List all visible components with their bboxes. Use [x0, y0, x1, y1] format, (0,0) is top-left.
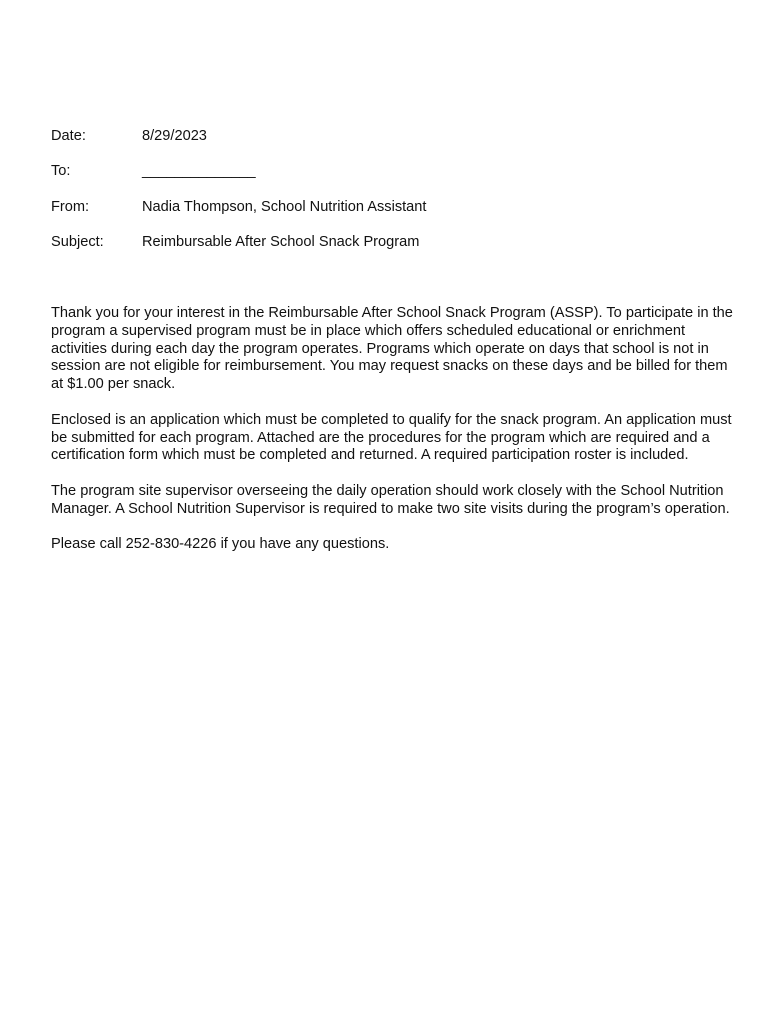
memo-to-row	[51, 161, 731, 181]
body-paragraph: The program site supervisor overseeing the daily operation should work closely with the School Nutrition Manager. A School Nutrition Supervisor is required to make two site visits during the program’s operation.	[51, 482, 730, 517]
memo-date-row	[51, 126, 731, 146]
date-label: Date:	[51, 128, 86, 144]
memo-body	[51, 305, 736, 572]
memo-from-row	[51, 197, 731, 217]
body-paragraph: Enclosed is an application which must be completed to qualify for the snack program. An application must be submitted for each program. Attached are the procedures for the program which are required and a certification form which must be completed and returned. A required participation roster is included.	[51, 411, 732, 464]
subject-value: Reimbursable After School Snack Program	[142, 234, 420, 250]
memo-subject-row	[51, 232, 731, 252]
from-label: From:	[51, 199, 90, 215]
to-value: ______________	[142, 163, 256, 179]
body-paragraph: Please call 252-830-4226 if you have any questions.	[51, 536, 390, 553]
date-value: 8/29/2023	[142, 128, 207, 144]
from-value: Nadia Thompson, School Nutrition Assistant	[142, 199, 427, 215]
body-paragraph: Thank you for your interest in the Reimbursable After School Snack Program (ASSP). To participate in the program a supervised program must be in place which offers scheduled educational or enrichment activities during each day the program operates. Programs which operate on days that school is not in session are not eligible for reimbursement. You may request snacks on these days and be billed for them at $1.00 per snack.	[51, 305, 733, 393]
to-label: To:	[51, 163, 71, 179]
subject-label: Subject:	[51, 234, 104, 250]
